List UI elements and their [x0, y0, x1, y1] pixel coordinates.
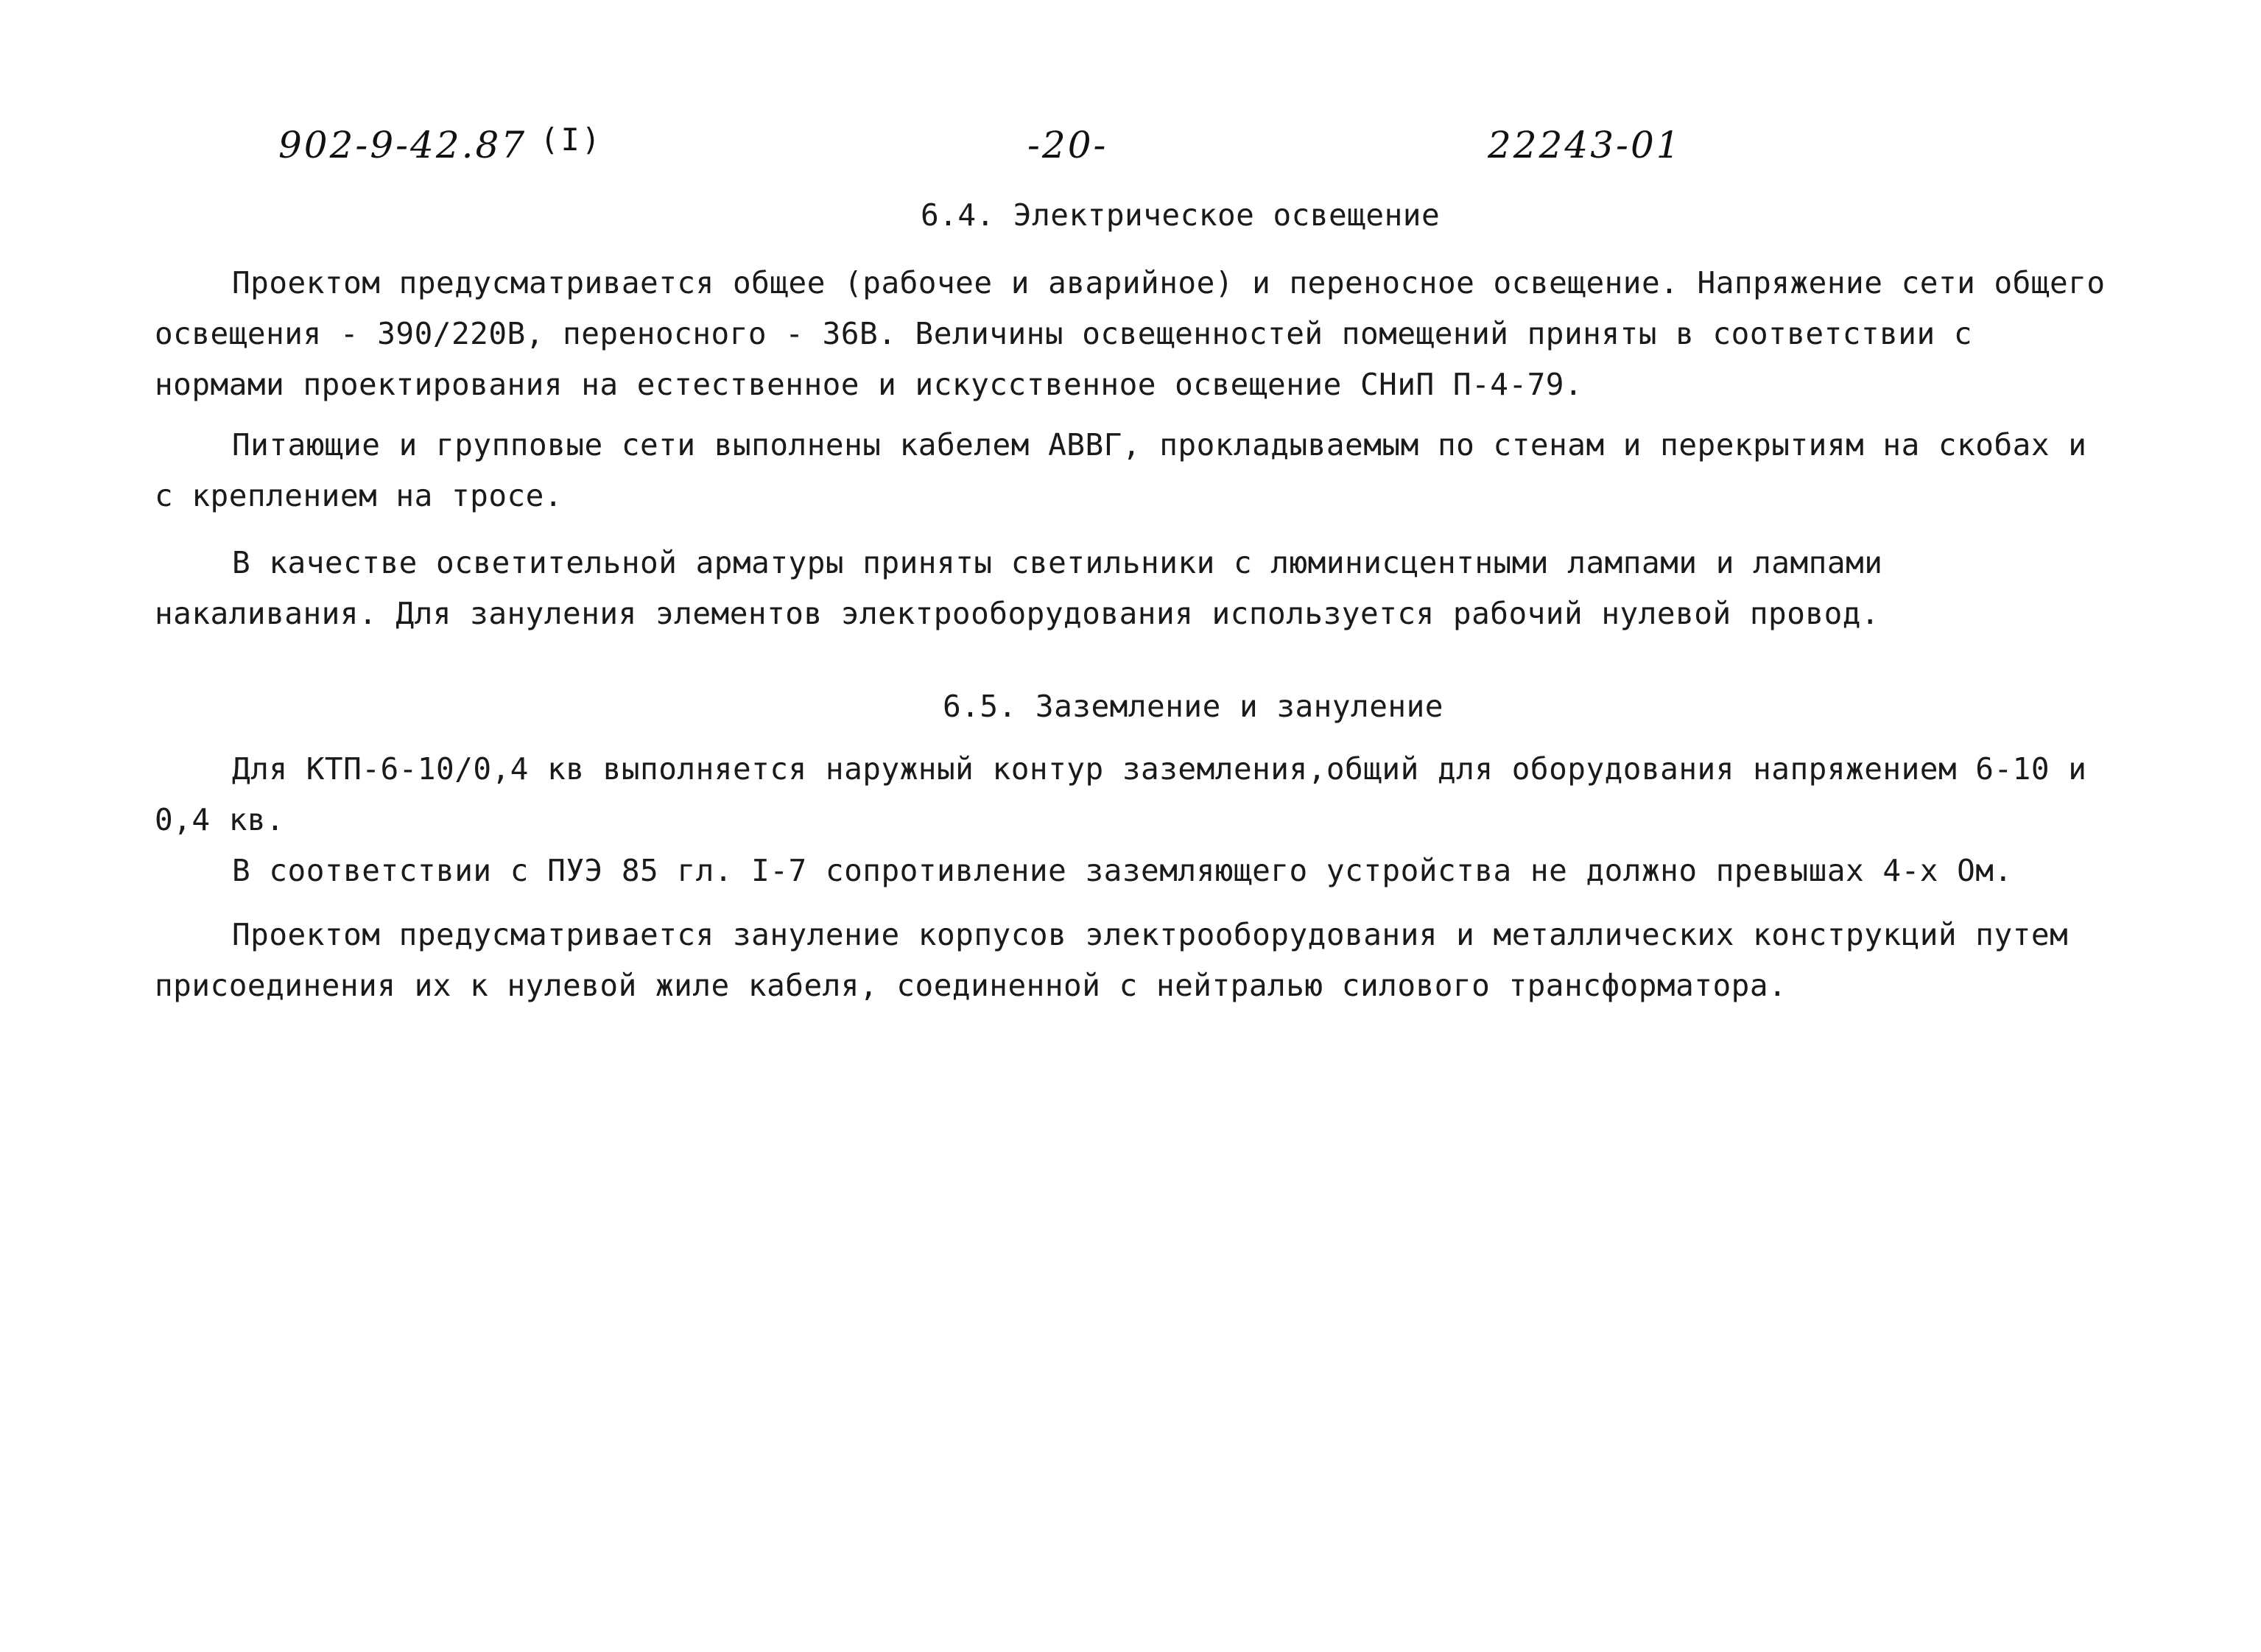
paragraph-grounding-resistance: В соответствии с ПУЭ 85 гл. I-7 сопротивление заземляющего устройства не должно превышах 4-х Ом. [232, 853, 2013, 888]
paragraph-lighting-general: Проектом предусматривается общее (рабочее и аварийное) и переносное освещение. Напряжение сети общего освещения - 390/220В, переносного - 36В. Величины освещенностей помещений приняты в соответствии с нормами проектирования на естественное и искусственное освещение СНиП П-4-79. [155, 265, 2106, 402]
section-heading-6-4: 6.4. Электрическое освещение [921, 197, 1441, 233]
page-number: -20- [1027, 124, 1108, 166]
document-code [278, 124, 602, 166]
paragraph-grounding-contour: Для КТП-6-10/0,4 кв выполняется наружный контур заземления,общий для оборудования напряжением 6-10 и 0,4 кв. [155, 751, 2087, 837]
sheet-code: 22243-01 [1488, 124, 1682, 166]
section-heading-6-5: 6.5. Заземление и зануление [943, 689, 1444, 724]
document-code-text: 902-9-42.87 [278, 124, 527, 166]
paragraph-grounding-zeroing: Проектом предусматривается зануление корпусов электрооборудования и металлических конструкций путем присоединения их к нулевой жиле кабеля, соединенной с нейтралью силового трансформатора. [155, 917, 2069, 1003]
paragraph-lighting-fixtures: В качестве осветительной арматуры приняты светильники с люминисцентными лампами и лампами накаливания. Для зануления элементов электрооборудования используется рабочий нулевой провод. [155, 545, 1883, 631]
document-revision: (I) [540, 122, 603, 158]
paragraph-lighting-networks: Питающие и групповые сети выполнены кабелем АВВГ, прокладываемым по стенам и перекрытиям на скобах и с креплением на тросе. [155, 427, 2087, 513]
